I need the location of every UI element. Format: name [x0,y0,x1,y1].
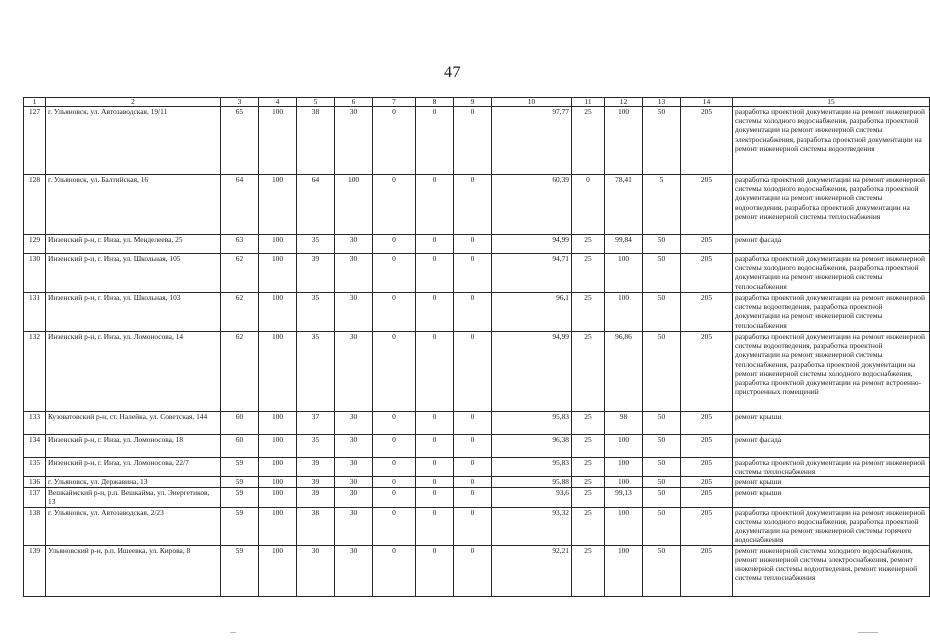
col3-cell: 60 [221,435,259,458]
col8-cell: 0 [416,507,454,545]
col3-cell: 59 [221,477,259,487]
row-number-cell: 129 [24,235,46,254]
col8-cell: 0 [416,412,454,435]
col4-cell: 100 [259,545,297,596]
header-cell: 3 [221,98,259,107]
col10-cell: 92,21 [492,545,572,596]
col13-cell: 50 [643,435,681,458]
col11-cell: 25 [572,293,605,332]
header-cell: 6 [335,98,373,107]
col5-cell: 39 [297,487,335,507]
col3-cell: 59 [221,545,259,596]
col13-cell: 50 [643,412,681,435]
col5-cell: 39 [297,477,335,487]
col14-cell: 205 [681,507,733,545]
table-row [24,254,930,293]
works-cell: разработка проектной документации на ремонт инженерной системы холодного водоснабжения, разработка проектной документации на ремонт инженерной системы горячего водоснабжения [733,507,930,545]
address-cell: г. Ульяновск, ул. Автозаводская, 2/23 [46,507,221,545]
col11-cell: 25 [572,254,605,293]
row-number-cell: 134 [24,435,46,458]
address-cell: Инзенский р-н, г. Инза, ул. Школьная, 103 [46,293,221,332]
col9-cell: 0 [454,458,492,477]
row-number-cell: 130 [24,254,46,293]
col10-cell: 93,32 [492,507,572,545]
col3-cell: 59 [221,487,259,507]
col14-cell: 205 [681,487,733,507]
col7-cell: 0 [373,507,416,545]
col14-cell: 205 [681,175,733,235]
col9-cell: 0 [454,235,492,254]
col8-cell: 0 [416,477,454,487]
col4-cell: 100 [259,412,297,435]
col8-cell: 0 [416,107,454,175]
col5-cell: 35 [297,435,335,458]
col13-cell: 50 [643,545,681,596]
col6-cell: 30 [335,107,373,175]
works-cell: ремонт крыши [733,477,930,487]
col13-cell: 50 [643,254,681,293]
col10-cell: 94,99 [492,235,572,254]
col5-cell: 64 [297,175,335,235]
col10-cell: 95,83 [492,412,572,435]
address-cell: г. Ульяновск, ул. Автозаводская, 19/11 [46,107,221,175]
col9-cell: 0 [454,254,492,293]
col7-cell: 0 [373,435,416,458]
col7-cell: 0 [373,254,416,293]
col11-cell: 25 [572,477,605,487]
col9-cell: 0 [454,293,492,332]
col11-cell: 25 [572,507,605,545]
row-number-cell: 136 [24,477,46,487]
header-cell: 14 [681,98,733,107]
header-cell: 8 [416,98,454,107]
col9-cell: 0 [454,477,492,487]
col9-cell: 0 [454,332,492,412]
col4-cell: 100 [259,487,297,507]
col13-cell: 50 [643,507,681,545]
col12-cell: 100 [605,507,643,545]
row-number-cell: 138 [24,507,46,545]
col13-cell: 50 [643,293,681,332]
col12-cell: 100 [605,254,643,293]
col14-cell: 205 [681,235,733,254]
col4-cell: 100 [259,332,297,412]
works-cell: разработка проектной документации на ремонт инженерной системы водоотведения, разработка проектной документации на ремонт инженерной системы теплоснабжения, разработка проектной документации на ремонт инженерной системы холодного водоснабжения, разработка проектной документации на ремонт встроенно-пристроенных помещений [733,332,930,412]
row-number-cell: 137 [24,487,46,507]
scan-artifact [230,632,236,633]
col14-cell: 205 [681,545,733,596]
col5-cell: 35 [297,332,335,412]
col10-cell: 95,88 [492,477,572,487]
col9-cell: 0 [454,487,492,507]
col9-cell: 0 [454,507,492,545]
col7-cell: 0 [373,235,416,254]
col14-cell: 205 [681,254,733,293]
col6-cell: 30 [335,507,373,545]
address-cell: Инзенский р-н, г. Инза, ул. Ломоносова, 22/7 [46,458,221,477]
col14-cell: 205 [681,107,733,175]
col7-cell: 0 [373,412,416,435]
col11-cell: 25 [572,235,605,254]
col14-cell: 205 [681,477,733,487]
col3-cell: 63 [221,235,259,254]
col4-cell: 100 [259,107,297,175]
col11-cell: 0 [572,175,605,235]
col12-cell: 99,13 [605,487,643,507]
col12-cell: 100 [605,458,643,477]
header-cell: 7 [373,98,416,107]
col9-cell: 0 [454,545,492,596]
row-number-cell: 133 [24,412,46,435]
address-cell: Инзенский р-н, г. Инза, ул. Менделеева, 25 [46,235,221,254]
col5-cell: 39 [297,458,335,477]
header-cell: 13 [643,98,681,107]
col6-cell: 30 [335,254,373,293]
col7-cell: 0 [373,477,416,487]
address-cell: Ульяновский р-н, р.п. Ишеевка, ул. Кирова, 8 [46,545,221,596]
row-number-cell: 135 [24,458,46,477]
col8-cell: 0 [416,254,454,293]
col13-cell: 5 [643,175,681,235]
col14-cell: 205 [681,332,733,412]
col13-cell: 50 [643,332,681,412]
col6-cell: 30 [335,332,373,412]
col11-cell: 25 [572,435,605,458]
row-number-cell: 139 [24,545,46,596]
col5-cell: 39 [297,254,335,293]
col3-cell: 62 [221,332,259,412]
col8-cell: 0 [416,235,454,254]
col7-cell: 0 [373,175,416,235]
address-cell: г. Ульяновск, ул. Балтийская, 16 [46,175,221,235]
col12-cell: 98 [605,412,643,435]
col12-cell: 100 [605,107,643,175]
table-row [24,175,930,235]
table-row [24,435,930,458]
col10-cell: 94,71 [492,254,572,293]
works-cell: разработка проектной документации на ремонт инженерной системы теплоснабжения [733,458,930,477]
data-table [23,97,930,597]
col5-cell: 35 [297,235,335,254]
col10-cell: 95,83 [492,458,572,477]
table-row [24,507,930,545]
works-cell: разработка проектной документации на ремонт инженерной системы водоотведения, разработка проектной документации на ремонт инженерной системы теплоснабжения [733,293,930,332]
col4-cell: 100 [259,435,297,458]
col7-cell: 0 [373,332,416,412]
col7-cell: 0 [373,293,416,332]
works-cell: ремонт инженерной системы холодного водоснабжения, ремонт инженерной системы электроснабжения, ремонт инженерной системы водоотведения, ремонт инженерной системы теплоснабжения [733,545,930,596]
header-cell: 11 [572,98,605,107]
col5-cell: 38 [297,107,335,175]
col10-cell: 93,6 [492,487,572,507]
col3-cell: 60 [221,412,259,435]
col3-cell: 64 [221,175,259,235]
table-row [24,487,930,507]
col4-cell: 100 [259,477,297,487]
works-cell: разработка проектной документации на ремонт инженерной системы холодного водоснабжения, разработка проектной документации на ремонт инженерной системы электроснабжения, разработка проектной документации на ремонт инженерной системы водоотведения [733,107,930,175]
address-cell: Вешкаймский р-н, р.п. Вешкайма, ул. Энергетиков, 13 [46,487,221,507]
col11-cell: 25 [572,332,605,412]
col9-cell: 0 [454,175,492,235]
page-number: 47 [444,64,461,81]
col7-cell: 0 [373,545,416,596]
works-cell: ремонт крыши [733,412,930,435]
col10-cell: 96,1 [492,293,572,332]
col6-cell: 30 [335,412,373,435]
col3-cell: 62 [221,254,259,293]
col9-cell: 0 [454,412,492,435]
header-cell: 4 [259,98,297,107]
col4-cell: 100 [259,175,297,235]
col6-cell: 30 [335,545,373,596]
col10-cell: 97,77 [492,107,572,175]
col6-cell: 30 [335,435,373,458]
works-cell: ремонт фасада [733,435,930,458]
col12-cell: 100 [605,477,643,487]
col7-cell: 0 [373,107,416,175]
col10-cell: 60,39 [492,175,572,235]
col4-cell: 100 [259,507,297,545]
table-row [24,412,930,435]
col12-cell: 78,41 [605,175,643,235]
col9-cell: 0 [454,107,492,175]
col14-cell: 205 [681,412,733,435]
col12-cell: 99,84 [605,235,643,254]
col3-cell: 62 [221,293,259,332]
col8-cell: 0 [416,293,454,332]
header-cell: 10 [492,98,572,107]
col6-cell: 30 [335,477,373,487]
col5-cell: 38 [297,507,335,545]
table-header-row [24,98,930,107]
header-cell: 2 [46,98,221,107]
header-cell: 5 [297,98,335,107]
col14-cell: 205 [681,435,733,458]
col12-cell: 100 [605,293,643,332]
table-body [24,98,930,597]
col11-cell: 25 [572,412,605,435]
col3-cell: 65 [221,107,259,175]
works-cell: ремонт фасада [733,235,930,254]
col8-cell: 0 [416,545,454,596]
col8-cell: 0 [416,332,454,412]
col8-cell: 0 [416,435,454,458]
col10-cell: 96,38 [492,435,572,458]
col4-cell: 100 [259,254,297,293]
col4-cell: 100 [259,293,297,332]
col6-cell: 30 [335,235,373,254]
works-cell: ремонт крыши [733,487,930,507]
col7-cell: 0 [373,487,416,507]
header-cell: 12 [605,98,643,107]
col6-cell: 30 [335,458,373,477]
table-row [24,235,930,254]
col14-cell: 205 [681,458,733,477]
row-number-cell: 132 [24,332,46,412]
col13-cell: 50 [643,477,681,487]
col12-cell: 96,86 [605,332,643,412]
col3-cell: 59 [221,507,259,545]
col12-cell: 100 [605,545,643,596]
table-row [24,332,930,412]
row-number-cell: 131 [24,293,46,332]
header-cell: 15 [733,98,930,107]
address-cell: Инзенский р-н, г. Инза, ул. Школьная, 105 [46,254,221,293]
scan-artifact [858,632,878,633]
col8-cell: 0 [416,458,454,477]
col4-cell: 100 [259,235,297,254]
col6-cell: 100 [335,175,373,235]
col6-cell: 30 [335,487,373,507]
row-number-cell: 127 [24,107,46,175]
address-cell: Инзенский р-н, г. Инза, ул. Ломоносова, 14 [46,332,221,412]
col8-cell: 0 [416,487,454,507]
col5-cell: 35 [297,293,335,332]
address-cell: Кузоватовский р-н, ст. Налейка, ул. Советская, 144 [46,412,221,435]
col11-cell: 25 [572,458,605,477]
col13-cell: 50 [643,107,681,175]
col5-cell: 37 [297,412,335,435]
col7-cell: 0 [373,458,416,477]
table-row [24,107,930,175]
col5-cell: 30 [297,545,335,596]
col3-cell: 59 [221,458,259,477]
col4-cell: 100 [259,458,297,477]
table-row [24,458,930,477]
col12-cell: 100 [605,435,643,458]
header-cell: 9 [454,98,492,107]
col9-cell: 0 [454,435,492,458]
works-cell: разработка проектной документации на ремонт инженерной системы холодного водоснабжения, разработка проектной документации на ремонт инженерной системы водоотведения, разработка проектной документации на ремонт инженерной системы теплоснабжения [733,175,930,235]
col13-cell: 50 [643,235,681,254]
table-row [24,545,930,596]
header-cell: 1 [24,98,46,107]
col13-cell: 50 [643,487,681,507]
row-number-cell: 128 [24,175,46,235]
col11-cell: 25 [572,487,605,507]
table-row [24,293,930,332]
col14-cell: 205 [681,293,733,332]
address-cell: г. Ульяновск, ул. Державина, 13 [46,477,221,487]
col10-cell: 94,99 [492,332,572,412]
col8-cell: 0 [416,175,454,235]
table-row [24,477,930,487]
address-cell: Инзенский р-н, г. Инза, ул. Ломоносова, 18 [46,435,221,458]
col11-cell: 25 [572,107,605,175]
col13-cell: 50 [643,458,681,477]
col11-cell: 25 [572,545,605,596]
col6-cell: 30 [335,293,373,332]
works-cell: разработка проектной документации на ремонт инженерной системы холодного водоснабжения, разработка проектной документации на ремонт инженерной системы теплоснабжения [733,254,930,293]
